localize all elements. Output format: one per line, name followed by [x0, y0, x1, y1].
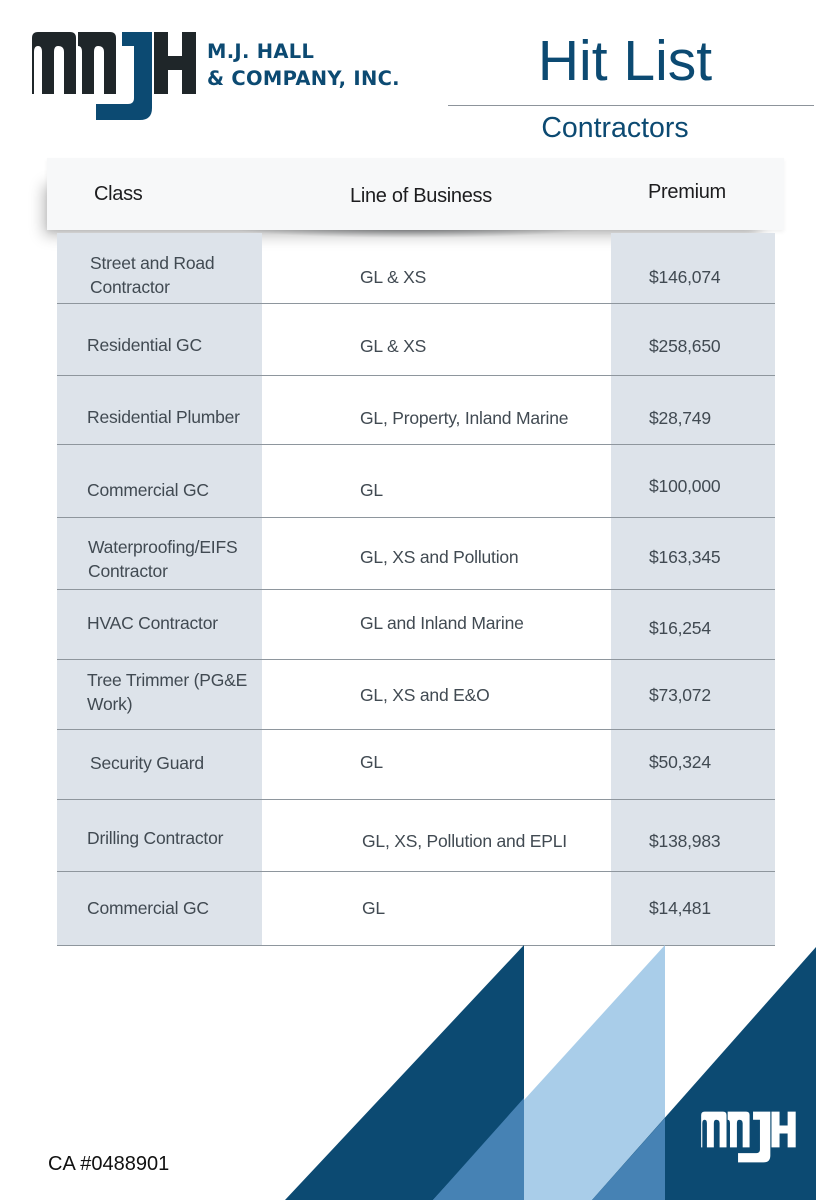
line-of-business-cell: GL & XS: [360, 267, 427, 287]
premium-cell: $258,650: [649, 336, 721, 356]
line-of-business-cell: GL and Inland Marine: [360, 613, 524, 633]
license-number: CA #0488901: [48, 1153, 170, 1175]
class-cell: Street and Road Contractor: [90, 253, 215, 297]
line-of-business-cell: GL: [360, 480, 383, 500]
line-of-business-cell: GL, XS and E&O: [360, 685, 490, 705]
class-cell: HVAC Contractor: [87, 613, 218, 633]
class-cell: Commercial GC: [87, 898, 209, 918]
column-header-class: Class: [94, 183, 143, 205]
class-cell: Waterproofing/EIFS Contractor: [88, 537, 238, 581]
premium-cell: $16,254: [649, 618, 711, 638]
line-of-business-cell: GL: [362, 898, 385, 918]
class-cell: Commercial GC: [87, 480, 209, 500]
company-name-line1: M.J. HALL: [207, 40, 315, 63]
line-of-business-cell: GL, XS, Pollution and EPLI: [362, 831, 567, 851]
page-title: Hit List: [537, 29, 713, 93]
column-header-premium: Premium: [648, 181, 726, 203]
premium-cell: $163,345: [649, 547, 721, 567]
premium-cell: $138,983: [649, 831, 721, 851]
premium-cell: $14,481: [649, 898, 711, 918]
class-cell: Residential Plumber: [87, 407, 240, 427]
premium-cell: $146,074: [649, 267, 721, 287]
company-name-line2: & COMPANY, INC.: [207, 67, 400, 90]
class-cell: Security Guard: [90, 753, 204, 773]
mjh-logo-white: [700, 1110, 798, 1164]
premium-cell: $73,072: [649, 685, 711, 705]
class-cell: Tree Trimmer (PG&E Work): [87, 670, 248, 714]
column-header-line-of-business: Line of Business: [350, 185, 492, 207]
premium-cell: $100,000: [649, 476, 721, 496]
premium-cell: $28,749: [649, 408, 711, 428]
line-of-business-cell: GL & XS: [360, 336, 427, 356]
page-subtitle: Contractors: [541, 112, 689, 144]
line-of-business-cell: GL: [360, 752, 383, 772]
premium-cell: $50,324: [649, 752, 711, 772]
line-of-business-cell: GL, Property, Inland Marine: [360, 408, 569, 428]
class-cell: Drilling Contractor: [87, 828, 224, 848]
line-of-business-cell: GL, XS and Pollution: [360, 547, 519, 567]
class-cell: Residential GC: [87, 335, 202, 355]
